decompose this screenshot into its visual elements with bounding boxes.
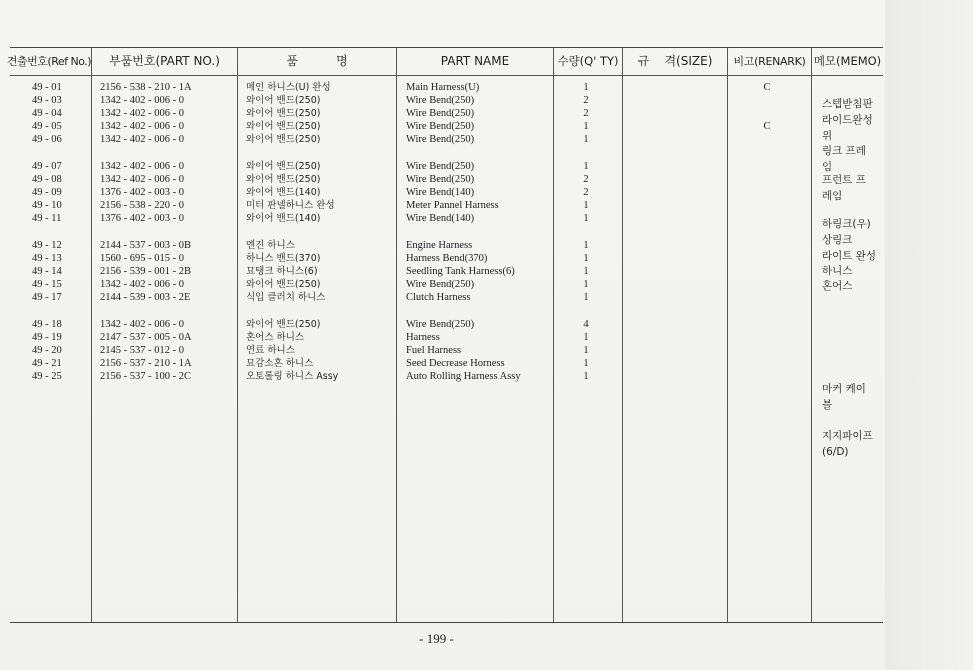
- header-remark: 비고(RENARK): [733, 55, 806, 68]
- ref-no-cell: 49 - 14: [32, 266, 62, 277]
- memo-note: 스텝받침판: [822, 98, 873, 110]
- ref-no-cell: 49 - 04: [32, 108, 62, 119]
- part-no-cell: 1342 - 402 - 006 - 0: [100, 108, 184, 119]
- table-row: [10, 107, 883, 120]
- part-name-cell: Meter Pannel Harness: [406, 200, 499, 211]
- ref-no-cell: 49 - 10: [32, 200, 62, 211]
- header-size: 규 격(SIZE): [637, 54, 713, 68]
- memo-note: 상링크: [822, 234, 853, 246]
- ref-no-cell: 49 - 17: [32, 292, 62, 303]
- qty-cell: 2: [583, 174, 589, 185]
- remark-cell: C: [763, 82, 771, 93]
- qty-cell: 1: [583, 292, 589, 303]
- qty-cell: 1: [583, 266, 589, 277]
- part-no-cell: 1342 - 402 - 006 - 0: [100, 161, 184, 172]
- part-name-cell: Clutch Harness: [406, 292, 471, 303]
- qty-cell: 2: [583, 95, 589, 106]
- table-row: [10, 212, 883, 225]
- part-name-cell: Wire Bend(250): [406, 279, 475, 290]
- part-no-cell: 2156 - 537 - 100 - 2C: [100, 371, 191, 382]
- part-name-cell: Wire Bend(140): [406, 213, 475, 224]
- table-row: [10, 239, 883, 252]
- header-part-name: PART NAME: [440, 54, 510, 68]
- table-row: [10, 133, 883, 146]
- part-name-cell: Seed Decrease Horness: [406, 358, 505, 369]
- table-header: [6, 48, 883, 76]
- part-no-cell: 1376 - 402 - 003 - 0: [100, 213, 184, 224]
- page-edge-shadow: [885, 0, 973, 670]
- qty-cell: 1: [583, 240, 589, 251]
- korean-name-cell: 메인 하니스(U) 완성: [246, 82, 331, 93]
- part-name-cell: Wire Bend(140): [406, 187, 475, 198]
- ref-no-cell: 49 - 03: [32, 95, 62, 106]
- table-row: [10, 291, 883, 304]
- korean-name-cell: 와이어 밴드(140): [246, 213, 321, 224]
- ref-no-cell: 49 - 05: [32, 121, 62, 132]
- table-row: [10, 252, 883, 265]
- korean-name-cell: 와이어 밴드(250): [246, 134, 321, 145]
- table-row: [10, 370, 883, 383]
- korean-name-cell: 와이어 밴드(250): [246, 121, 321, 132]
- ref-no-cell: 49 - 09: [32, 187, 62, 198]
- ref-no-cell: 49 - 18: [32, 319, 62, 330]
- part-name-cell: Wire Bend(250): [406, 108, 475, 119]
- part-no-cell: 2145 - 537 - 012 - 0: [100, 345, 184, 356]
- part-no-cell: 1342 - 402 - 006 - 0: [100, 319, 184, 330]
- qty-cell: 1: [583, 279, 589, 290]
- part-no-cell: 1342 - 402 - 006 - 0: [100, 95, 184, 106]
- ref-no-cell: 49 - 12: [32, 240, 62, 251]
- ref-no-cell: 49 - 15: [32, 279, 62, 290]
- qty-cell: 1: [583, 332, 589, 343]
- qty-cell: 1: [583, 200, 589, 211]
- table-row: [10, 160, 883, 173]
- part-name-cell: Wire Bend(250): [406, 319, 475, 330]
- table-row: [10, 344, 883, 357]
- part-name-cell: Main Harness(U): [406, 82, 480, 93]
- table-row: [10, 199, 883, 212]
- page-number: - 199 -: [419, 631, 454, 646]
- memo-note: 프런트 프: [822, 174, 866, 186]
- header-korean-name: 품 명: [286, 54, 348, 68]
- ref-no-cell: 49 - 25: [32, 371, 62, 382]
- part-no-cell: 1560 - 695 - 015 - 0: [100, 253, 184, 264]
- korean-name-cell: 와이어 밴드(250): [246, 319, 321, 330]
- table-row: [10, 357, 883, 370]
- table-row: [10, 278, 883, 291]
- qty-cell: 1: [583, 82, 589, 93]
- table-row: [10, 186, 883, 199]
- memo-note: 지지파이프: [822, 430, 873, 442]
- korean-name-cell: 하니스 밴드(370): [246, 253, 321, 264]
- ref-no-cell: 49 - 21: [32, 358, 62, 369]
- qty-cell: 2: [583, 108, 589, 119]
- korean-name-cell: 와이어 밴드(250): [246, 108, 321, 119]
- qty-cell: 1: [583, 253, 589, 264]
- part-no-cell: 1376 - 402 - 003 - 0: [100, 187, 184, 198]
- qty-cell: 1: [583, 213, 589, 224]
- part-name-cell: Fuel Harness: [406, 345, 462, 356]
- table-row: [10, 120, 883, 133]
- korean-name-cell: 와이어 밴드(250): [246, 95, 321, 106]
- memo-note: 블: [822, 399, 833, 411]
- memo-note: 라이드완성: [822, 114, 873, 126]
- qty-cell: 1: [583, 345, 589, 356]
- part-no-cell: 2144 - 539 - 003 - 2E: [100, 292, 191, 303]
- part-name-cell: Wire Bend(250): [406, 121, 475, 132]
- korean-name-cell: 와이어 밴드(250): [246, 161, 321, 172]
- memo-note: 임: [822, 161, 833, 173]
- memo-note: 하링크(우): [822, 218, 871, 230]
- part-name-cell: Wire Bend(250): [406, 134, 475, 145]
- qty-cell: 1: [583, 358, 589, 369]
- part-no-cell: 1342 - 402 - 006 - 0: [100, 279, 184, 290]
- qty-cell: 2: [583, 187, 589, 198]
- ref-no-cell: 49 - 20: [32, 345, 62, 356]
- memo-note: 하니스: [822, 265, 853, 277]
- part-no-cell: 1342 - 402 - 006 - 0: [100, 174, 184, 185]
- header-part-no: 부품번호(PART NO.): [109, 54, 220, 68]
- korean-name-cell: 식입 클러치 하니스: [246, 292, 326, 303]
- part-name-cell: Harness: [406, 332, 440, 343]
- part-no-cell: 1342 - 402 - 006 - 0: [100, 134, 184, 145]
- ref-no-cell: 49 - 06: [32, 134, 62, 145]
- korean-name-cell: 연료 하니스: [246, 345, 295, 356]
- korean-name-cell: 와이어 밴드(250): [246, 174, 321, 185]
- part-no-cell: 2147 - 537 - 005 - 0A: [100, 332, 192, 343]
- memo-note: 레임: [822, 190, 843, 202]
- korean-name-cell: 와이어 밴드(250): [246, 279, 321, 290]
- header-memo: 메모(MEMO): [813, 54, 882, 68]
- ref-no-cell: 49 - 08: [32, 174, 62, 185]
- memo-note: 라이트 완성: [822, 250, 877, 262]
- ref-no-cell: 49 - 13: [32, 253, 62, 264]
- qty-cell: 1: [583, 134, 589, 145]
- header-qty: 수량(Q' TY): [557, 54, 619, 68]
- part-no-cell: 2156 - 537 - 210 - 1A: [100, 358, 192, 369]
- part-no-cell: 2156 - 539 - 001 - 2B: [100, 266, 191, 277]
- remark-cell: C: [763, 121, 771, 132]
- part-name-cell: Wire Bend(250): [406, 174, 475, 185]
- ref-no-cell: 49 - 19: [32, 332, 62, 343]
- qty-cell: 1: [583, 161, 589, 172]
- korean-name-cell: 묘감소혼 하니스: [246, 358, 314, 369]
- ref-no-cell: 49 - 11: [32, 213, 62, 224]
- part-no-cell: 2156 - 538 - 210 - 1A: [100, 82, 192, 93]
- parts-table: [6, 47, 883, 623]
- memo-note: 위: [822, 130, 833, 142]
- table-row: [10, 318, 883, 331]
- memo-note: (6/D): [822, 446, 849, 458]
- memo-note: 혼어스: [822, 280, 853, 292]
- part-no-cell: 1342 - 402 - 006 - 0: [100, 121, 184, 132]
- table-row: [10, 265, 883, 278]
- table-row: [10, 94, 883, 107]
- qty-cell: 1: [583, 121, 589, 132]
- qty-cell: 1: [583, 371, 589, 382]
- table-row: [10, 331, 883, 344]
- ref-no-cell: 49 - 01: [32, 82, 62, 93]
- korean-name-cell: 미터 판넬하니스 완성: [246, 200, 335, 211]
- part-name-cell: Wire Bend(250): [406, 161, 475, 172]
- korean-name-cell: 엔진 하니스: [246, 240, 295, 251]
- part-name-cell: Auto Rolling Harness Assy: [406, 371, 521, 382]
- part-name-cell: Harness Bend(370): [406, 253, 488, 264]
- memo-note: 마커 케이: [822, 383, 866, 395]
- table-row: [10, 173, 883, 186]
- korean-name-cell: 오토롤링 하니스 Assy: [246, 371, 339, 382]
- ref-no-cell: 49 - 07: [32, 161, 62, 172]
- part-name-cell: Seedling Tank Harness(6): [406, 266, 515, 277]
- korean-name-cell: 혼어스 하니스: [246, 332, 305, 343]
- part-no-cell: 2144 - 537 - 003 - 0B: [100, 240, 191, 251]
- header-ref-no: 견출번호(Ref No.): [6, 55, 92, 68]
- korean-name-cell: 와이어 밴드(140): [246, 187, 321, 198]
- qty-cell: 4: [583, 319, 589, 330]
- table-row: [10, 81, 883, 94]
- part-name-cell: Engine Harness: [406, 240, 473, 251]
- part-no-cell: 2156 - 538 - 220 - 0: [100, 200, 184, 211]
- part-name-cell: Wire Bend(250): [406, 95, 475, 106]
- memo-note: 링크 프레: [822, 145, 866, 157]
- korean-name-cell: 묘탱크 하니스(6): [246, 266, 318, 277]
